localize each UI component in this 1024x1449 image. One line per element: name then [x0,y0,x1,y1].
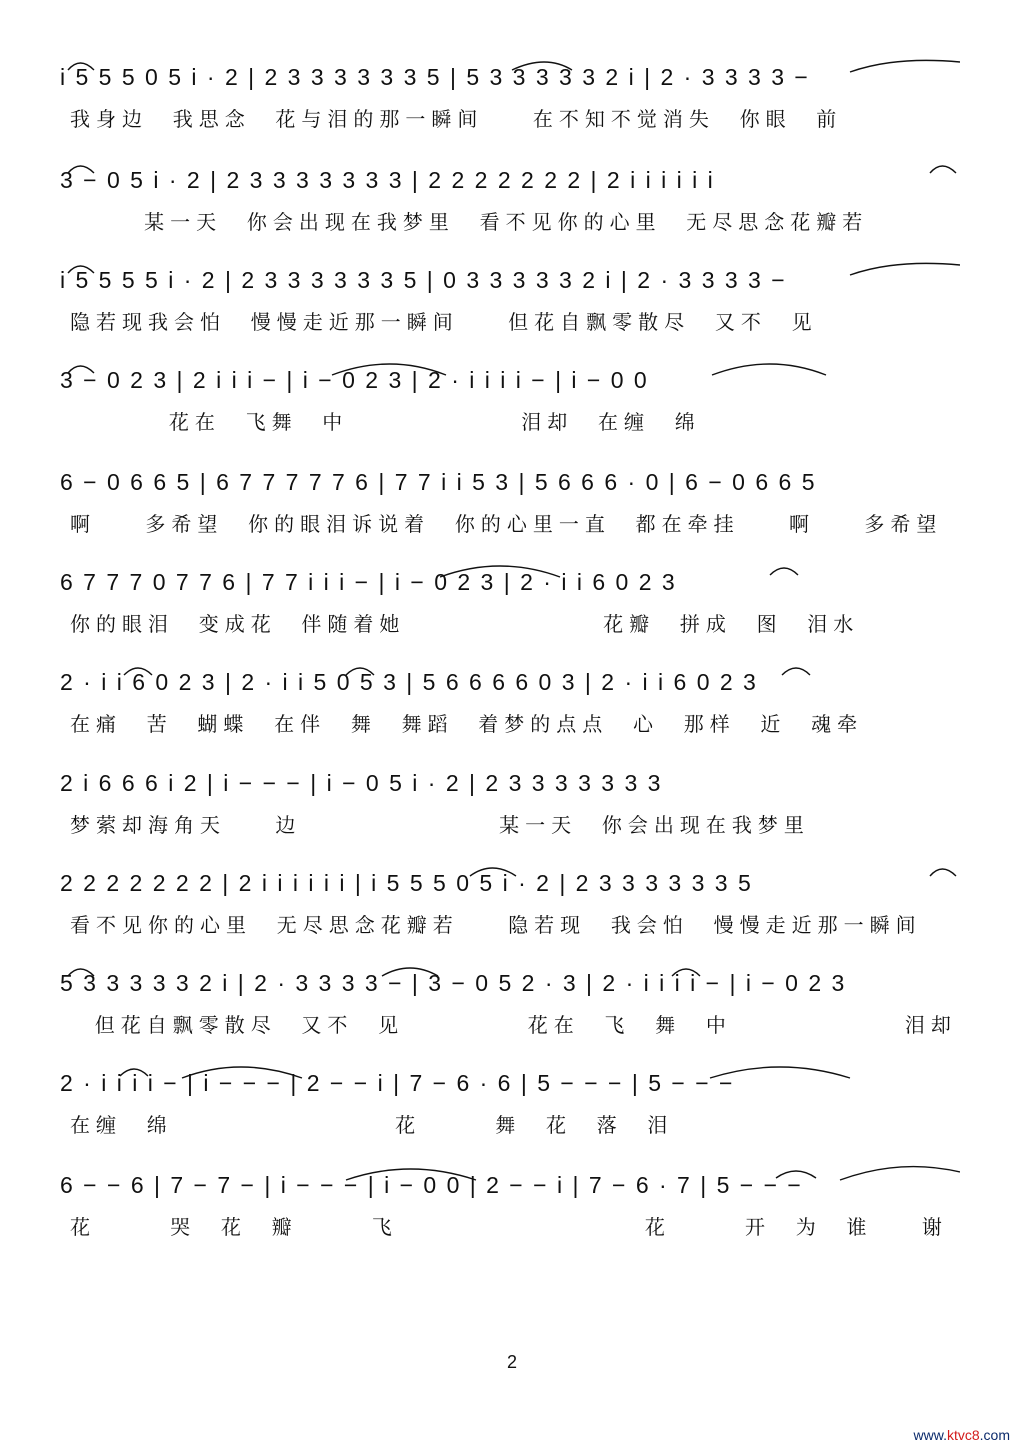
score-line [60,457,960,557]
score-line [60,1058,960,1158]
site-watermark [914,1427,1010,1443]
music-notation: 6 − − 6 | 7 − 7 − | i − − − | i − 0 0 | 2 − − i | 7 − 6 · 7 | 5 − − − [60,1172,803,1198]
score-line [60,255,960,355]
music-notation: 6 − 0 6 6 5 | 6 7 7 7 7 7 6 | 7 7 i i 5 3 | 5 6 6 6 · 0 | 6 − 0 6 6 5 [60,469,817,495]
lyrics-line: 我身边 我思念 花与泪的那一瞬间 在不知不觉消失 你眼 前 [70,107,843,131]
score-line [60,858,960,958]
music-notation: i 5 5 5 0 5 i · 2 | 2 3 3 3 3 3 3 5 | 5 3 3 3 3 3 2 i | 2 · 3 3 3 3 − [60,64,810,90]
score-line [60,1160,960,1260]
music-notation: 6 7 7 7 0 7 7 6 | 7 7 i i i − | i − 0 2 3 | 2 · i i 6 0 2 3 [60,569,677,595]
music-notation: 2 · i i i i − | i − − − | 2 − − i | 7 − 6 · 6 | 5 − − − | 5 − − − [60,1070,735,1096]
watermark-prefix: www. [913,1427,947,1443]
page-number: 2 [506,1352,517,1372]
music-notation: i 5 5 5 5 i · 2 | 2 3 3 3 3 3 3 5 | 0 3 3 3 3 3 2 i | 2 · 3 3 3 3 − [60,267,787,293]
lyrics-line: 梦萦却海角天 边 某一天 你会出现在我梦里 [70,813,810,837]
lyrics-line: 你的眼泪 变成花 伴随着她 花瓣 拼成 图 泪水 [70,612,860,636]
score-line [60,657,960,757]
music-notation: 3 − 0 2 3 | 2 i i i − | i − 0 2 3 | 2 · i i i i − | i − 0 0 [60,367,649,393]
score-line [60,557,960,657]
watermark-brand: ktvc8 [946,1427,980,1443]
lyrics-line: 花在 飞舞 中 泪却 在缠 绵 [70,410,701,434]
music-notation: 2 · i i 6 0 2 3 | 2 · i i 5 0 5 3 | 5 6 6 6 6 0 3 | 2 · i i 6 0 2 3 [60,669,758,695]
lyrics-line: 但花自飘零散尽 又不 见 花在 飞 舞 中 泪却 [70,1013,957,1037]
music-notation: 3 − 0 5 i · 2 | 2 3 3 3 3 3 3 3 | 2 2 2 2 2 2 2 | 2 i i i i i i [60,167,715,193]
lyrics-line: 啊 多希望 你的眼泪诉说着 你的心里一直 都在牵挂 啊 多希望 [70,512,943,536]
music-notation: 5 3 3 3 3 3 2 i | 2 · 3 3 3 3 − | 3 − 0 5 2 · 3 | 2 · i i i i − | i − 0 2 3 [60,970,847,996]
score-line [60,355,960,455]
score-line [60,155,960,255]
score-line [60,758,960,858]
music-notation: 2 2 2 2 2 2 2 | 2 i i i i i i | i 5 5 5 0 5 i · 2 | 2 3 3 3 3 3 3 5 [60,870,753,896]
score-line [60,958,960,1058]
lyrics-line: 隐若现我会怕 慢慢走近那一瞬间 但花自飘零散尽 又不 见 [70,310,818,334]
music-notation: 2 i 6 6 6 i 2 | i − − − | i − 0 5 i · 2 | 2 3 3 3 3 3 3 3 [60,770,663,796]
lyrics-line: 看不见你的心里 无尽思念花瓣若 隐若现 我会怕 慢慢走近那一瞬间 [70,913,922,937]
score-line [60,52,960,152]
watermark-suffix: .com [979,1427,1010,1443]
lyrics-line: 在痛 苦 蝴蝶 在伴 舞 舞蹈 着梦的点点 心 那样 近 魂牵 [70,712,864,736]
lyrics-line: 花 哭 花 瓣 飞 花 开 为 谁 谢 [70,1215,948,1239]
lyrics-line: 在缠 绵 花 舞 花 落 泪 [70,1113,674,1137]
lyrics-line: 某一天 你会出现在我梦里 看不见你的心里 无尽思念花瓣若 [70,210,869,234]
